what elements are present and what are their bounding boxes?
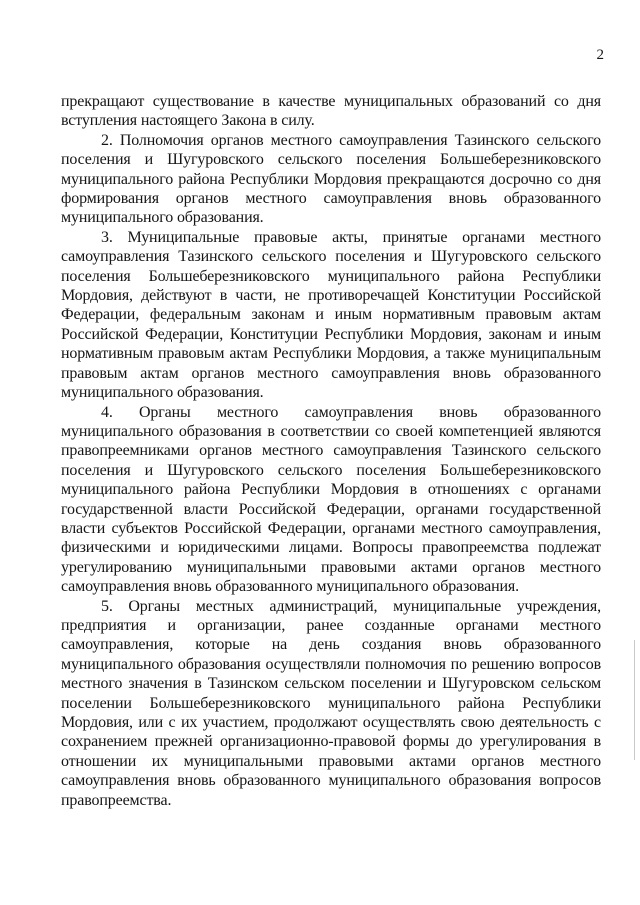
paragraph-4: 4. Органы местного самоуправления вновь образованного муниципального образования в соответствии со своей компетенцией являются правопреемниками органов местного самоуправления Тазинского сельского поселения и Шугуровского сельского поселения Большеберезниковского муниципального района Республики Мордовия в отношениях с органами государственной власти Российской Федерации, органами государственной власти субъектов Российской Федерации, органами местного самоуправления, физическими и юридическими лицами. Вопросы правопреемства подлежат урегулированию муниципальными правовыми актами органов местного самоуправления вновь образованного муниципального образования. (61, 403, 601, 596)
paragraph-3: 3. Муниципальные правовые акты, принятые органами местного самоуправления Тазинского сельского поселения и Шугуровского сельского поселения Большеберезниковского муниципального района Республики Мордовия, действуют в части, не противоречащей Конституции Российской Федерации, федеральным законам и иным нормативным правовым актам Российской Федерации, Конституции Республики Мордовия, законам и иным нормативным правовым актам Республики Мордовия, а также муниципальным правовым актам органов местного самоуправления вновь образованного муниципального образования. (61, 228, 601, 402)
document-body (61, 92, 601, 810)
paragraph-continuation: прекращают существование в качестве муниципальных образований со дня вступления настоящего Закона в силу. (61, 93, 601, 130)
scan-edge-mark (634, 640, 635, 760)
paragraph-2: 2. Полномочия органов местного самоуправления Тазинского сельского поселения и Шугуровского сельского поселения Большеберезниковского муниципального района Республики Мордовия прекращаются досрочно со дня формирования органов местного самоуправления вновь образованного муниципального образования. (61, 131, 601, 227)
paragraph-5: 5. Органы местных администраций, муниципальные учреждения, предприятия и организации, ранее созданные органами местного самоуправления, которые на день создания вновь образованного муниципального образования осуществляли полномочия по решению вопросов местного значения в Тазинском сельском поселении и Шугуровском сельском поселении Большеберезниковского муниципального района Республики Мордовия, или с их участием, продолжают осуществлять свою деятельность с сохранением прежней организационно-правовой формы до урегулирования в отношении их муниципальными правовыми актами органов местного самоуправления вновь образованного муниципального образования вопросов правопреемства. (61, 597, 601, 809)
page-number: 2 (596, 47, 604, 63)
